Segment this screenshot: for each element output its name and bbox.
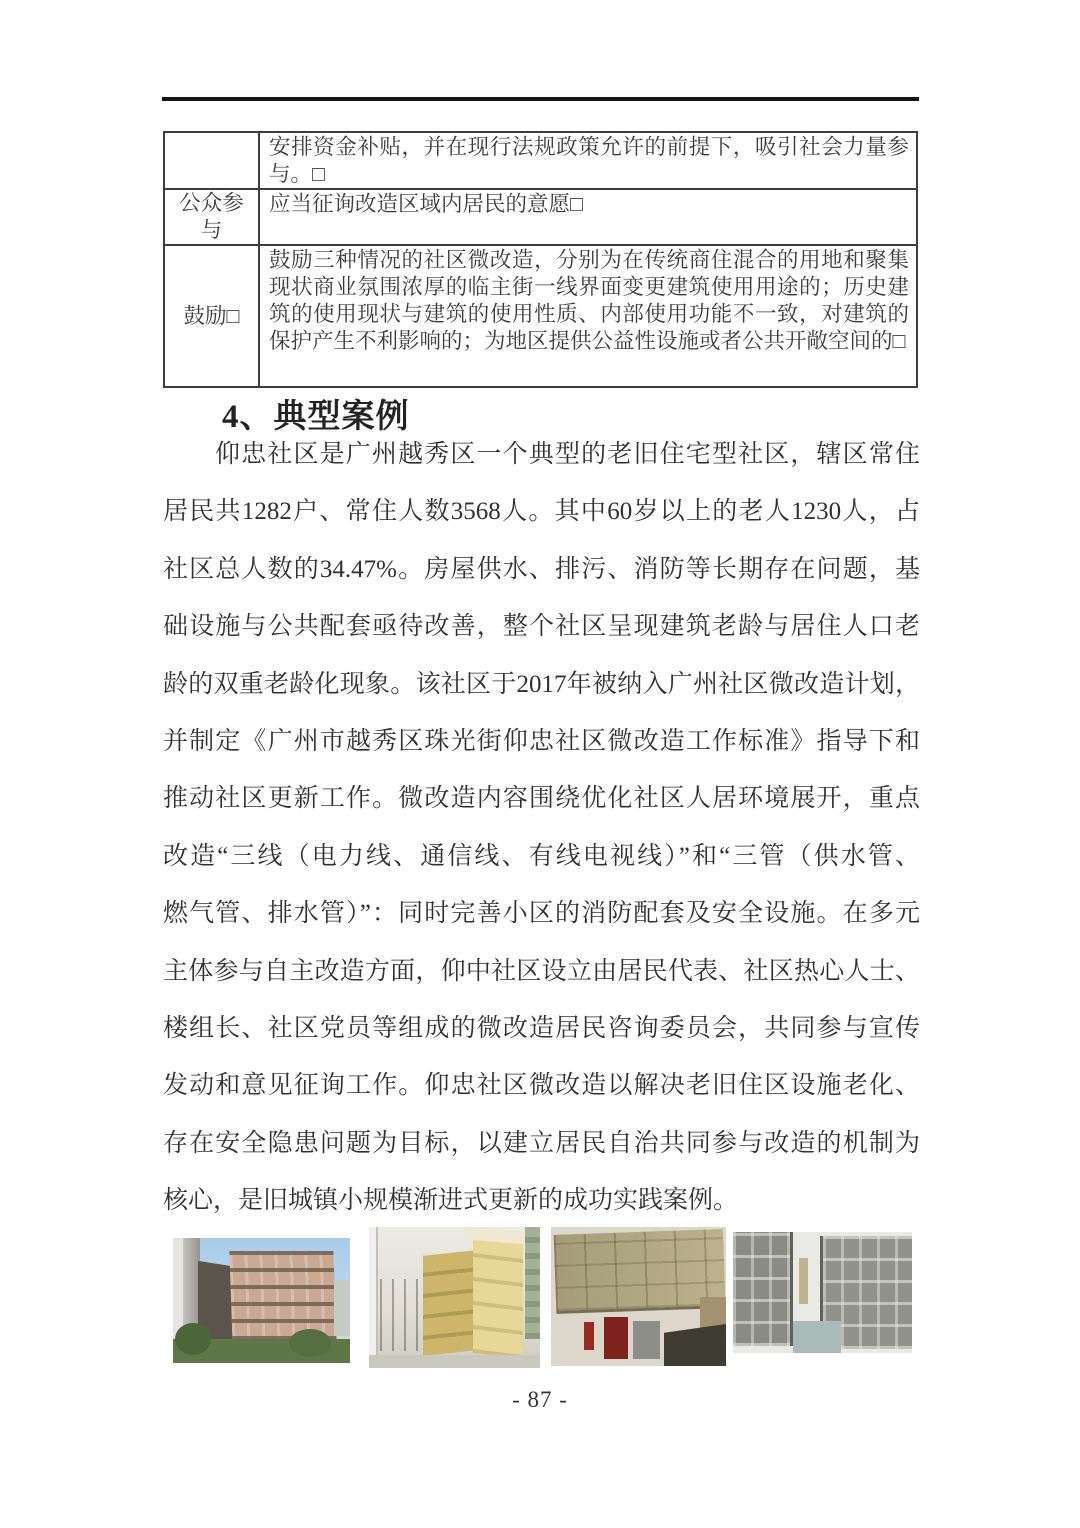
corridor-floor-shape (793, 1321, 841, 1353)
paragraph-line: 存在安全隐患问题为目标，以建立居民自治共同参与改造的机制为 (163, 1129, 920, 1157)
paragraph-line: 发动和意见征询工作。仰忠社区微改造以解决老旧住区设施老化、 (163, 1072, 920, 1100)
meter-panel-left-shape (733, 1232, 793, 1346)
photo-row (163, 1227, 920, 1369)
electricity-meter-boxes-photo (733, 1232, 912, 1353)
page-number: - 87 - (512, 1387, 568, 1412)
red-cabinet-shape (604, 1317, 628, 1359)
tree-shape (175, 1323, 211, 1355)
table-label-cell: 公众参与 (164, 189, 259, 245)
old-residential-building-photo (173, 1238, 350, 1363)
photo-margin-shape (369, 1227, 378, 1368)
table-content-cell: 应当征询改造区域内居民的意愿□ (259, 189, 917, 245)
conduit-shape (799, 1258, 808, 1304)
paragraph-line: 仰忠社区是广州越秀区一个典型的老旧住宅型社区，辖区常住 (215, 441, 920, 468)
gray-cabinet-shape (633, 1321, 660, 1359)
fire-hydrant-box-shape (581, 1319, 597, 1353)
yellow-facade-left-shape (423, 1250, 477, 1356)
paragraph-line: 楼组长、社区党员等组成的微改造居民咨询委员会，共同参与宣传 (163, 1014, 920, 1042)
section-heading: 4、典型案例 (222, 399, 410, 435)
table-label-cell: 鼓励□ (164, 245, 259, 387)
policy-table (163, 131, 918, 388)
paragraph-line: 主体参与自主改造方面，仰中社区设立由居民代表、社区热心人士、 (163, 957, 920, 985)
aged-electrical-panels-photo (551, 1227, 726, 1366)
paragraph-line: 础设施与公共配套亟待改善，整个社区呈现建筑老龄与居住人口老 (163, 613, 920, 641)
body-paragraph (163, 426, 920, 1229)
tree-shape (289, 1329, 331, 1357)
paragraph-line: 社区总人数的34.47%。房屋供水、排污、消防等长期存在问题，基 (163, 555, 920, 583)
paragraph-line: 改造“三线（电力线、通信线、有线电视线）”和“三管（供水管、 (163, 842, 920, 870)
yellow-facade-right-shape (473, 1233, 523, 1359)
paragraph-line: 燃气管、排水管）”：同时完善小区的消防配套及安全设施。在多元 (163, 900, 920, 928)
table-row (164, 132, 917, 189)
paragraph-line: 并制定《广州市越秀区珠光街仰忠社区微改造工作标准》指导下和 (163, 727, 920, 755)
header-rule (162, 97, 919, 101)
background-building-shape (334, 1280, 350, 1336)
table-label-cell (164, 132, 259, 189)
table-content-cell: 鼓励三种情况的社区微改造，分别为在传统商住混合的用地和聚集现状商业氛围浓厚的临主街一线界面变更建筑使用用途的；历史建筑的使用现状与建筑的使用性质、内部使用功能不一致，对建筑的保护产生不利影响的；为地区提供公益性设施或者公共开敞空间的□ (259, 245, 917, 387)
table-content-cell: 安排资金补贴，并在现行法规政策允许的前提下，吸引社会力量参与。□ (259, 132, 917, 189)
table-row (164, 189, 917, 245)
table-row (164, 245, 917, 387)
paragraph-line: 推动社区更新工作。微改造内容围绕优化社区人居环境展开，重点 (163, 785, 920, 813)
yellow-old-building-photo (369, 1227, 540, 1368)
adjacent-building-shape (525, 1227, 540, 1339)
paragraph-line: 龄的双重老龄化现象。该社区于2017年被纳入广州社区微改造计划， (163, 670, 920, 698)
paragraph-line: 居民共1282户、常住人数3568人。其中60岁以上的老人1230人，占 (163, 498, 920, 526)
street-ground-shape (369, 1355, 540, 1368)
paragraph-line: 核心，是旧城镇小规模渐进式更新的成功实践案例。 (163, 1187, 739, 1215)
floor-shadow-shape (664, 1324, 726, 1366)
